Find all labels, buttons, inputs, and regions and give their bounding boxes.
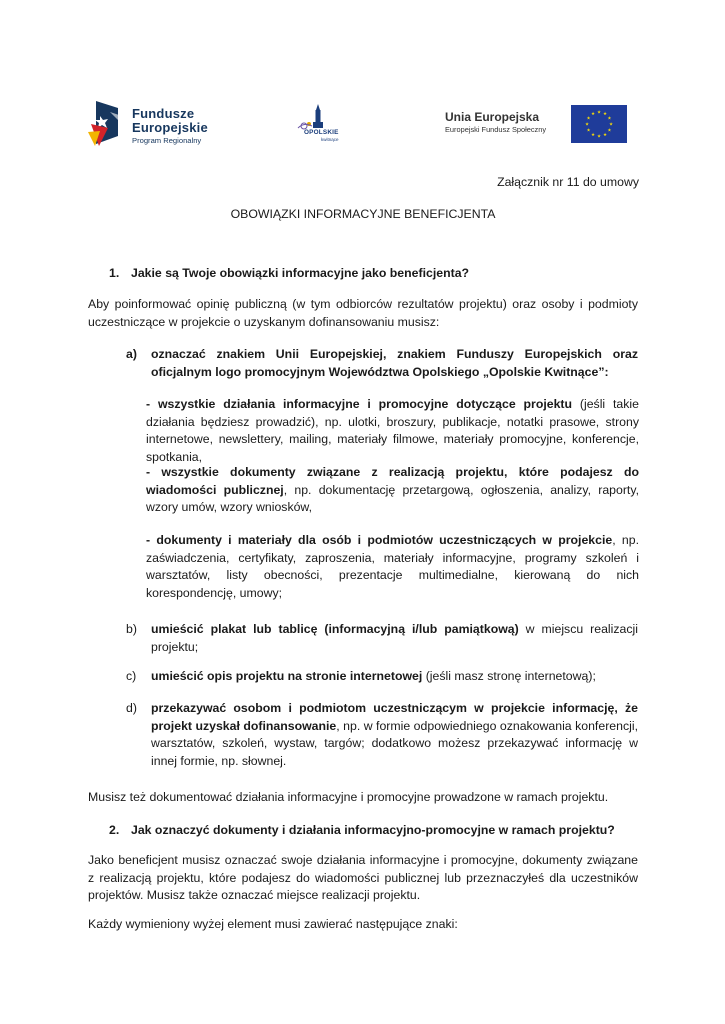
sub-item-2-rest: , np. dokumentację przetargową, ogłoszenia, analizy, raporty, wzory umów, wzory wniosków,	[146, 482, 639, 514]
sub-item-3	[146, 532, 639, 602]
item-c-bold: umieścić opis projektu na stronie internetowej	[151, 669, 423, 683]
annex-label: Załącznik nr 11 do umowy	[497, 175, 639, 189]
list-item-c	[126, 668, 638, 686]
item-a-label: a)	[126, 347, 137, 361]
section1-intro: Aby poinformować opinię publiczną (w tym odbiorców rezultatów projektu) oraz osoby i podmioty uczestniczące w projekcie o uzyskanym dofinansowaniu musisz:	[88, 297, 638, 329]
ue-title: Unia Europejska	[445, 110, 540, 124]
list-item-b	[126, 621, 638, 656]
svg-text:★: ★	[586, 116, 591, 122]
logo-bar	[88, 90, 640, 160]
svg-text:★: ★	[608, 122, 614, 128]
item-d-rest: , np. w formie odpowiedniego oznakowania konferencji, warsztatów, szkoleń, wystaw, targów; dodatkowo możesz przekazywać informację w innej formie, np. słownej.	[151, 718, 638, 768]
section2-para2: Każdy wymieniony wyżej element musi zawierać następujące znaki:	[88, 917, 458, 931]
svg-text:★: ★	[586, 128, 591, 134]
fundusze-europejskie-logo	[88, 98, 128, 148]
svg-text:★: ★	[602, 133, 608, 138]
sub-item-3-rest: , np. zaświadczenia, certyfikaty, zaproszenia, materiały informacyjne, programy szkoleń i warsztatów, listy obecności, prezentacje multimedialne, kierowaną do nich korespondencję, umowy;	[146, 533, 639, 600]
section1-heading	[109, 265, 469, 283]
section1-closing: Musisz też dokumentować działania informacyjne i promocyjne prowadzone w ramach projektu.	[88, 790, 609, 804]
opolskie-logo	[296, 104, 344, 132]
svg-text:★: ★	[607, 128, 612, 134]
opolskie-sub: kwitnące	[321, 137, 339, 142]
svg-text:★: ★	[596, 134, 602, 140]
item-c-label: c)	[126, 669, 137, 683]
svg-text:★: ★	[590, 112, 596, 117]
svg-text:★: ★	[584, 122, 590, 128]
section2-para1: Jako beneficjent musisz oznaczać swoje działania informacyjne i promocyjne, dokumenty związane z realizacją projektu, które podajesz do wiadomości publicznej lub przeznaczyłeś dla uczestników projektów. Musisz także oznaczać miejsce realizacji projektu.	[88, 853, 638, 902]
eu-flag-stars-icon	[571, 105, 627, 143]
section2-number: 2.	[109, 823, 120, 837]
item-b-text	[151, 621, 638, 656]
item-a-text: oznaczać znakiem Unii Europejskiej, znakiem Funduszy Europejskich oraz oficjalnym logo promocyjnym Województwa Opolskiego „Opolskie Kwitnące”:	[151, 347, 638, 379]
fe-line2: Europejskie	[132, 120, 208, 135]
sub-item-2	[146, 464, 639, 517]
opolskie-tower-icon	[296, 104, 344, 132]
item-b-rest: w miejscu realizacji projektu;	[151, 622, 638, 654]
fundusze-europejskie-text	[132, 107, 252, 146]
item-b-label: b)	[126, 622, 137, 636]
ue-sub: Europejski Fundusz Społeczny	[445, 125, 547, 134]
item-c-text	[151, 668, 638, 686]
sub-item-3-bold: - dokumenty i materiały dla osób i podmiotów uczestniczących w projekcie	[146, 533, 613, 547]
ue-text	[445, 110, 575, 136]
document-title: OBOWIĄZKI INFORMACYJNE BENEFICJENTA	[230, 207, 496, 221]
section2-heading-text: Jak oznaczyć dokumenty i działania informacyjno-promocyjne w ramach projektu?	[131, 823, 615, 837]
item-b-bold: umieścić plakat lub tablicę (informacyjną i/lub pamiątkową)	[151, 622, 519, 636]
section2-heading	[109, 822, 615, 840]
item-c-rest: (jeśli masz stronę internetową);	[422, 669, 596, 683]
svg-text:★: ★	[590, 133, 596, 138]
sub-item-1-bold: - wszystkie działania informacyjne i promocyjne dotyczące projektu	[146, 397, 573, 411]
sub-item-1	[146, 396, 639, 466]
svg-text:★: ★	[607, 116, 612, 122]
svg-text:★: ★	[596, 110, 602, 116]
item-d-text	[151, 700, 638, 770]
list-item-a	[126, 346, 638, 381]
list-item-d	[126, 700, 638, 770]
opolskie-name: OPOLSKIE	[304, 129, 339, 136]
sub-item-2-bold: - wszystkie dokumenty związane z realizacją projektu, które podajesz do wiadomości publicznej	[146, 465, 639, 497]
section1-heading-text: Jakie są Twoje obowiązki informacyjne jako beneficjenta?	[131, 266, 470, 280]
item-d-bold: przekazywać osobom i podmiotom uczestniczącym w projekcie informację, że projekt uzyskał dofinansowanie	[151, 701, 638, 733]
fundusze-europejskie-emblem-icon	[88, 98, 128, 148]
section1-number: 1.	[109, 266, 120, 280]
fe-sub: Program Regionalny	[132, 136, 202, 145]
sub-item-1-rest: (jeśli takie działania będziesz prowadzić), np. ulotki, broszury, publikacje, notatki prasowe, strony internetowe, newslettery, mailing, materiały filmowe, materiały promocyjne, konferencje, spotkania,	[146, 397, 639, 464]
fe-line1: Fundusze	[132, 106, 195, 121]
item-d-label: d)	[126, 701, 137, 715]
eu-flag	[571, 105, 627, 143]
svg-text:★: ★	[602, 112, 608, 117]
